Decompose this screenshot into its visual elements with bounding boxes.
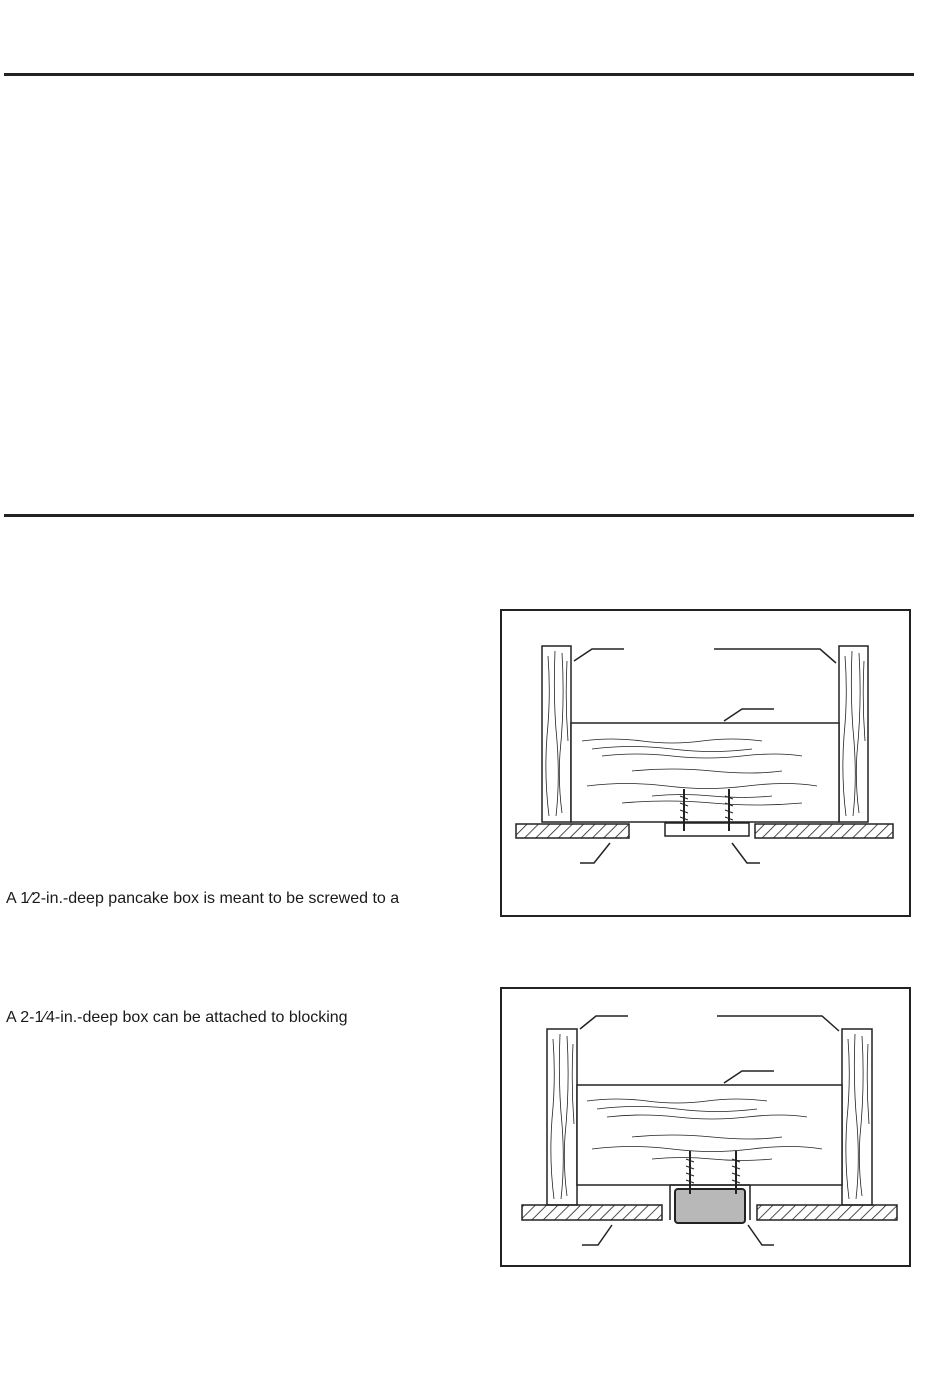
leader-right-stud: [714, 649, 836, 663]
pancake-box-caption: A 1⁄2-in.-deep pancake box is meant to be screwed to a: [6, 890, 400, 907]
pancake-box-figure: [500, 609, 911, 917]
leader-box: [748, 1225, 774, 1245]
leader-left-stud: [574, 649, 624, 661]
ceiling-left: [522, 1205, 662, 1220]
joist: [571, 723, 839, 822]
middle-rule: [4, 514, 914, 517]
leader-blocking: [724, 1071, 774, 1083]
leader-right-stud: [717, 1016, 839, 1031]
leader-box: [732, 843, 760, 863]
top-rule: [4, 73, 914, 76]
blocking: [577, 1085, 842, 1185]
leader-joist: [724, 709, 774, 721]
ceiling-right: [757, 1205, 897, 1220]
leader-left-stud: [580, 1016, 628, 1029]
deep-box-diagram: [502, 989, 913, 1269]
pancake-box: [665, 823, 749, 836]
leader-ceiling: [580, 843, 610, 863]
ceiling-left: [516, 824, 629, 838]
deep-box-caption: A 2-1⁄4-in.-deep box can be attached to blocking: [6, 1009, 348, 1026]
pancake-box-diagram: [502, 611, 913, 919]
leader-ceiling: [582, 1225, 612, 1245]
deep-box: [675, 1189, 745, 1223]
ceiling-right: [755, 824, 893, 838]
deep-box-figure: [500, 987, 911, 1267]
